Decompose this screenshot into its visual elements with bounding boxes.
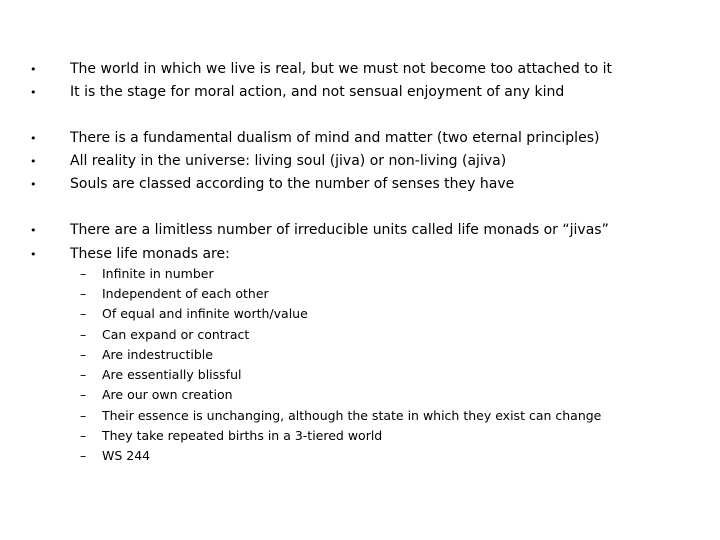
sub-item-text: Are indestructible bbox=[102, 347, 213, 362]
dash-marker: – bbox=[80, 306, 87, 321]
bullet-text: Souls are classed according to the number of senses they have bbox=[70, 176, 515, 192]
sub-item-text: Can expand or contract bbox=[102, 327, 250, 342]
bullet-dot: • bbox=[30, 155, 37, 168]
sub-item-text: They take repeated births in a 3-tiered world bbox=[102, 428, 383, 443]
bullet-item bbox=[30, 58, 612, 81]
bullet-text: The world in which we live is real, but we must not become too attached to it bbox=[70, 61, 613, 77]
sub-list-item bbox=[80, 284, 269, 304]
sub-item-text: Are essentially blissful bbox=[102, 367, 242, 382]
dash-marker: – bbox=[80, 387, 87, 402]
bullet-dot: • bbox=[30, 86, 37, 99]
sub-list-item bbox=[80, 264, 214, 284]
bullet-text: There are a limitless number of irreducible units called life monads or “jivas” bbox=[70, 222, 609, 238]
sub-list-item bbox=[80, 304, 308, 324]
bullet-dot: • bbox=[30, 63, 37, 76]
dash-marker: – bbox=[80, 448, 87, 463]
bullet-text: There is a fundamental dualism of mind and matter (two eternal principles) bbox=[70, 130, 600, 146]
bullet-item bbox=[30, 243, 230, 266]
sub-list-item bbox=[80, 446, 150, 466]
bullet-text: These life monads are: bbox=[70, 246, 230, 262]
sub-item-text: Infinite in number bbox=[102, 266, 214, 281]
sub-item-text: Independent of each other bbox=[102, 286, 269, 301]
bullet-item bbox=[30, 173, 514, 196]
dash-marker: – bbox=[80, 266, 87, 281]
bullet-item bbox=[30, 81, 564, 104]
bullet-dot: • bbox=[30, 224, 37, 237]
sub-list-item bbox=[80, 325, 249, 345]
bullet-dot: • bbox=[30, 248, 37, 261]
sub-item-text: Their essence is unchanging, although the state in which they exist can change bbox=[102, 408, 602, 423]
sub-item-text: WS 244 bbox=[102, 448, 151, 463]
bullet-item bbox=[30, 127, 599, 150]
dash-marker: – bbox=[80, 327, 87, 342]
bullet-text: All reality in the universe: living soul (jiva) or non-living (ajiva) bbox=[70, 153, 507, 169]
dash-marker: – bbox=[80, 428, 87, 443]
bullet-text: It is the stage for moral action, and not sensual enjoyment of any kind bbox=[70, 84, 565, 100]
dash-marker: – bbox=[80, 347, 87, 362]
bullet-dot: • bbox=[30, 132, 37, 145]
bullet-item bbox=[30, 219, 609, 242]
sub-item-text: Of equal and infinite worth/value bbox=[102, 306, 308, 321]
dash-marker: – bbox=[80, 286, 87, 301]
sub-list-item bbox=[80, 426, 382, 446]
bullet-item bbox=[30, 150, 506, 173]
dash-marker: – bbox=[80, 367, 87, 382]
sub-item-text: Are our own creation bbox=[102, 387, 233, 402]
sub-list-item bbox=[80, 345, 213, 365]
dash-marker: – bbox=[80, 408, 87, 423]
sub-list-item bbox=[80, 365, 241, 385]
sub-list-item bbox=[80, 406, 601, 426]
bullet-dot: • bbox=[30, 178, 37, 191]
sub-list-item bbox=[80, 385, 233, 405]
